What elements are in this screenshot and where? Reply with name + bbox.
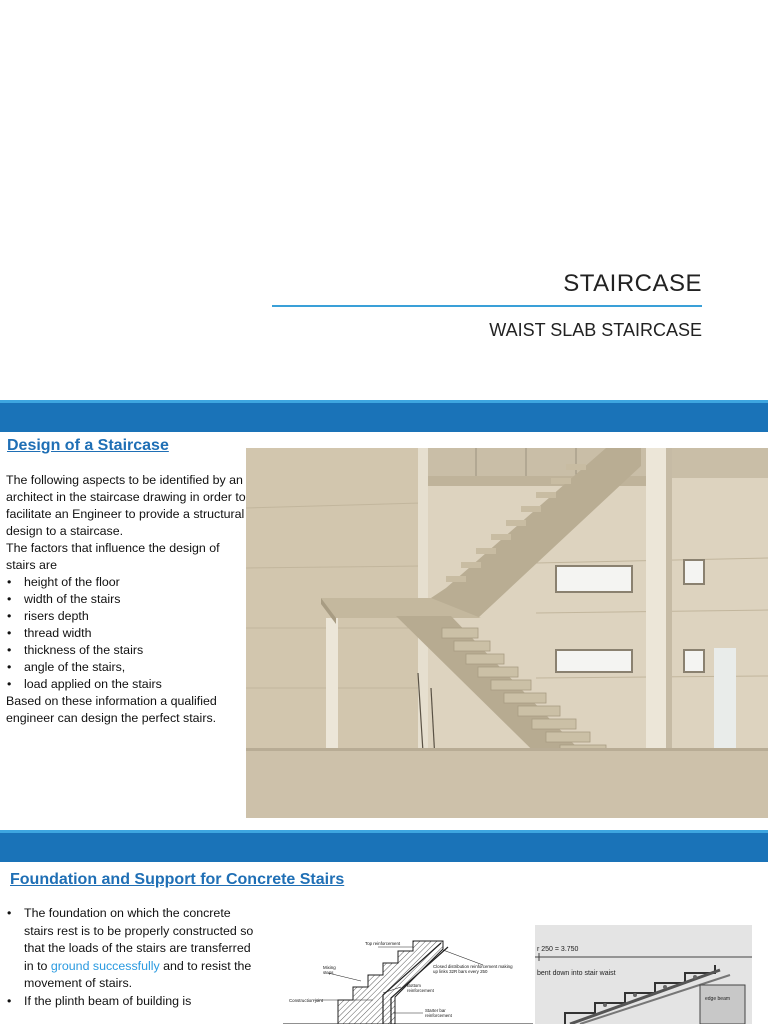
slide-subtitle: WAIST SLAB STAIRCASE [489,320,702,340]
photo2-label: bent down into stair waist [537,970,616,977]
diagram-label: Closed distribution reinforcement making [433,964,513,969]
list-item: • risers depth [6,608,246,625]
foundation-list [6,905,256,1010]
photo2-label: edge beam [705,996,731,1002]
diagram-label: Top reinforcement [365,941,401,946]
list-item: • width of the stairs [6,591,246,608]
list-item [6,905,256,993]
slide-header-band [0,830,768,862]
diagram-label: Construction joint [289,998,323,1003]
title-slide [0,0,768,400]
list-item: • load applied on the stairs [6,676,246,693]
diagram-label: steps [323,970,334,975]
list-item: • angle of the stairs, [6,659,246,676]
design-heading: Design of a Staircase [7,437,169,454]
bullet1-text-end: and to resist the movement of stairs. [24,958,252,990]
design-intro: The following aspects to be identified by an architect in the staircase drawing in order to facilitate an Engineer to provide a structural design to a staircase. [6,473,246,538]
slide-header-band [0,400,768,432]
list-item: • height of the floor [6,574,246,591]
diagram-label: Mixing [323,965,336,970]
diagram-label: reinforcement [425,1013,452,1018]
factors-list [6,574,246,693]
stair-reinforcement-diagram [283,925,533,1024]
bullet1-text: The foundation on which the concrete stairs rest is to be properly constructed so that the loads of the stairs are transferred in to [24,906,254,973]
stair-waist-photo [535,925,752,1024]
ground-link[interactable]: ground successfully [50,958,160,973]
staircase-photo [246,448,768,818]
diagram-label: Bottom [407,983,421,988]
slide-title: STAIRCASE [563,270,702,297]
photo2-label: r 250 = 3.750 [537,946,579,953]
list-item: • If the plinth beam of building is [6,993,256,1011]
diagram-label: Starter bar [425,1008,446,1013]
design-conclusion: Based on these information a qualified engineer can design the perfect stairs. [6,694,217,725]
title-divider [272,305,702,307]
foundation-heading: Foundation and Support for Concrete Stairs [10,871,345,888]
list-item: • thread width [6,625,246,642]
diagram-label: up links 32R bars every 250 [433,969,488,974]
list-item: • thickness of the stairs [6,642,246,659]
factors-intro: The factors that influence the design of stairs are [6,541,220,572]
foundation-text [6,905,256,1010]
design-text [6,472,246,727]
diagram-label: reinforcement [407,988,434,993]
